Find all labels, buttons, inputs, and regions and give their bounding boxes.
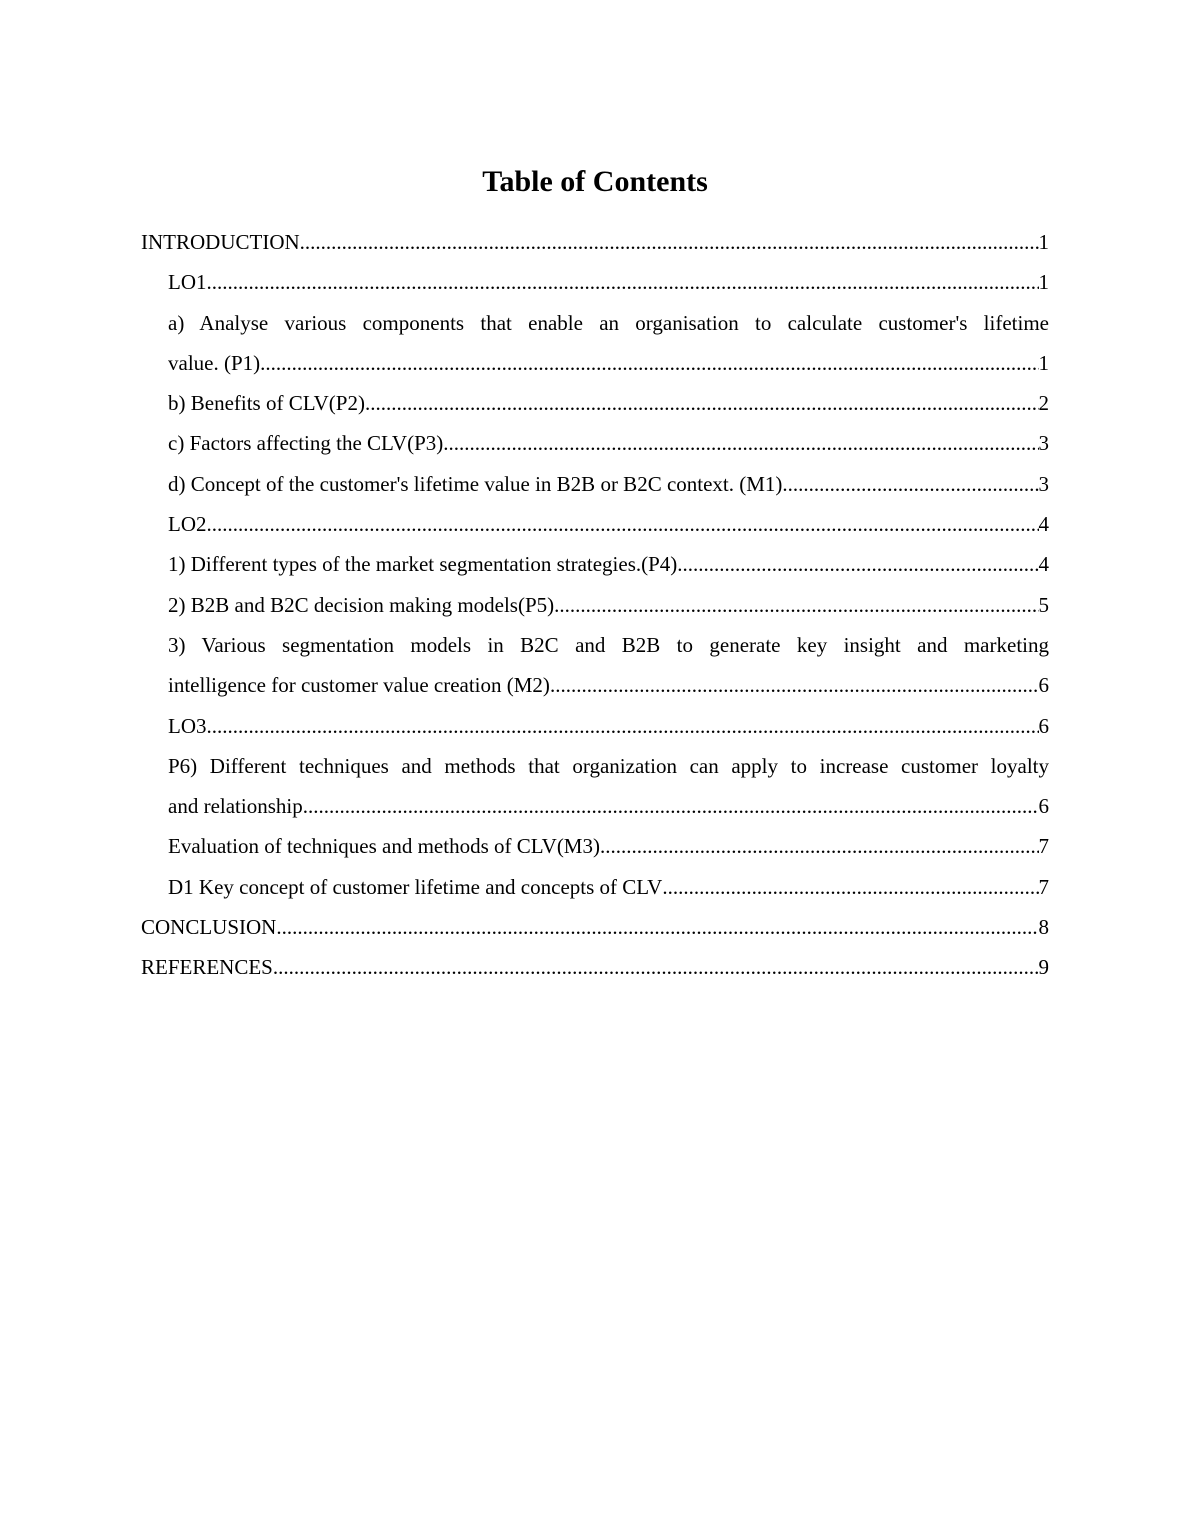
dot-leader bbox=[677, 544, 1038, 584]
toc-entry-text: d) Concept of the customer's lifetime value in B2B or B2C context. (M1) bbox=[168, 471, 783, 496]
toc-entry-line bbox=[168, 585, 1049, 625]
toc-entry[interactable] bbox=[141, 625, 1049, 706]
toc-entry[interactable] bbox=[141, 383, 1049, 423]
toc-entry[interactable] bbox=[141, 544, 1049, 584]
toc-entry[interactable] bbox=[141, 585, 1049, 625]
toc-page-number: 1 bbox=[1038, 350, 1049, 375]
dot-leader bbox=[303, 786, 1039, 826]
toc-entry-text: LO2 bbox=[168, 512, 207, 537]
toc-entry-text: b) Benefits of CLV(P2) bbox=[168, 391, 365, 416]
toc-entry-line bbox=[168, 262, 1049, 302]
toc-page-number: 9 bbox=[1038, 955, 1049, 980]
toc-page-number: 1 bbox=[1038, 230, 1049, 254]
toc-entry-text: 3) Various segmentation models in B2C and B2B to generate key insight and marketing bbox=[168, 632, 1049, 657]
toc-page-number: 2 bbox=[1038, 391, 1049, 416]
toc-entry-text: INTRODUCTION bbox=[141, 230, 300, 254]
toc-entry-line bbox=[168, 867, 1049, 907]
toc-page-number: 1 bbox=[1038, 270, 1049, 295]
toc-entry-line bbox=[168, 343, 1049, 383]
toc-page-number: 3 bbox=[1038, 431, 1049, 456]
dot-leader bbox=[600, 826, 1039, 866]
toc-entry-line bbox=[168, 464, 1049, 504]
toc-entry-text: Evaluation of techniques and methods of CLV(M3) bbox=[168, 834, 600, 859]
toc-entry-line bbox=[168, 383, 1049, 423]
dot-leader bbox=[443, 423, 1038, 463]
toc-entry-text: LO1 bbox=[168, 270, 207, 295]
toc-entry[interactable] bbox=[141, 947, 1049, 987]
toc-entry-text: P6) Different techniques and methods that organization can apply to increase customer loyalty bbox=[168, 753, 1049, 778]
toc-page-number: 8 bbox=[1038, 915, 1049, 940]
toc-entry[interactable] bbox=[141, 867, 1049, 907]
toc-page-number: 5 bbox=[1038, 592, 1049, 617]
toc-entry-line bbox=[141, 907, 1049, 947]
toc-entry[interactable] bbox=[141, 746, 1049, 827]
toc-entry-line bbox=[168, 544, 1049, 584]
dot-leader bbox=[207, 706, 1039, 746]
toc-entry-text: 2) B2B and B2C decision making models(P5) bbox=[168, 592, 555, 617]
dot-leader bbox=[300, 222, 1039, 262]
dot-leader bbox=[273, 947, 1039, 987]
toc-entry-text: a) Analyse various components that enable an organisation to calculate customer's lifetime bbox=[168, 310, 1049, 335]
dot-leader bbox=[365, 383, 1039, 423]
toc-page-number: 3 bbox=[1038, 471, 1049, 496]
toc-entry-line bbox=[141, 222, 1049, 262]
toc-entry-text: and relationship bbox=[168, 794, 303, 819]
toc-entry-text: LO3 bbox=[168, 713, 207, 738]
toc-entry[interactable] bbox=[141, 303, 1049, 384]
page-title: Table of Contents bbox=[482, 165, 708, 198]
toc-entry-line bbox=[168, 423, 1049, 463]
dot-leader bbox=[662, 867, 1038, 907]
toc-page-number: 4 bbox=[1038, 512, 1049, 537]
toc-entry-text: c) Factors affecting the CLV(P3) bbox=[168, 431, 444, 456]
toc-entry-line bbox=[168, 826, 1049, 866]
toc-entry-line bbox=[141, 947, 1049, 987]
dot-leader bbox=[550, 665, 1039, 705]
toc-entry-line bbox=[168, 504, 1049, 544]
toc-entry-text: D1 Key concept of customer lifetime and concepts of CLV bbox=[168, 874, 663, 899]
toc-entry[interactable] bbox=[141, 262, 1049, 302]
toc-page-number: 4 bbox=[1038, 552, 1049, 577]
dot-leader bbox=[207, 504, 1039, 544]
toc-page-number: 7 bbox=[1038, 834, 1049, 859]
toc-entry[interactable] bbox=[141, 706, 1049, 746]
toc-page-number: 6 bbox=[1038, 673, 1049, 698]
toc-entry-text: CONCLUSION bbox=[141, 915, 277, 940]
toc-entry[interactable] bbox=[141, 464, 1049, 504]
toc-page-number: 7 bbox=[1038, 874, 1049, 899]
toc-entry-line bbox=[168, 706, 1049, 746]
dot-leader bbox=[260, 343, 1038, 383]
dot-leader bbox=[207, 262, 1039, 302]
toc-entry-text: intelligence for customer value creation (M2) bbox=[168, 673, 550, 698]
toc-entry[interactable] bbox=[141, 826, 1049, 866]
toc-entry[interactable] bbox=[141, 423, 1049, 463]
toc-page-number: 6 bbox=[1038, 713, 1049, 738]
table-of-contents bbox=[141, 222, 1049, 988]
toc-entry-text: value. (P1) bbox=[168, 350, 261, 375]
toc-page-number: 6 bbox=[1038, 794, 1049, 819]
dot-leader bbox=[554, 585, 1038, 625]
toc-entry-text: REFERENCES bbox=[141, 955, 273, 980]
toc-entry-text: 1) Different types of the market segmentation strategies.(P4) bbox=[168, 552, 678, 577]
dot-leader bbox=[782, 464, 1038, 504]
dot-leader bbox=[276, 907, 1038, 947]
toc-entry[interactable] bbox=[141, 222, 1049, 262]
toc-entry-line bbox=[168, 786, 1049, 826]
toc-entry[interactable] bbox=[141, 907, 1049, 947]
toc-entry-line bbox=[168, 665, 1049, 705]
toc-entry[interactable] bbox=[141, 504, 1049, 544]
